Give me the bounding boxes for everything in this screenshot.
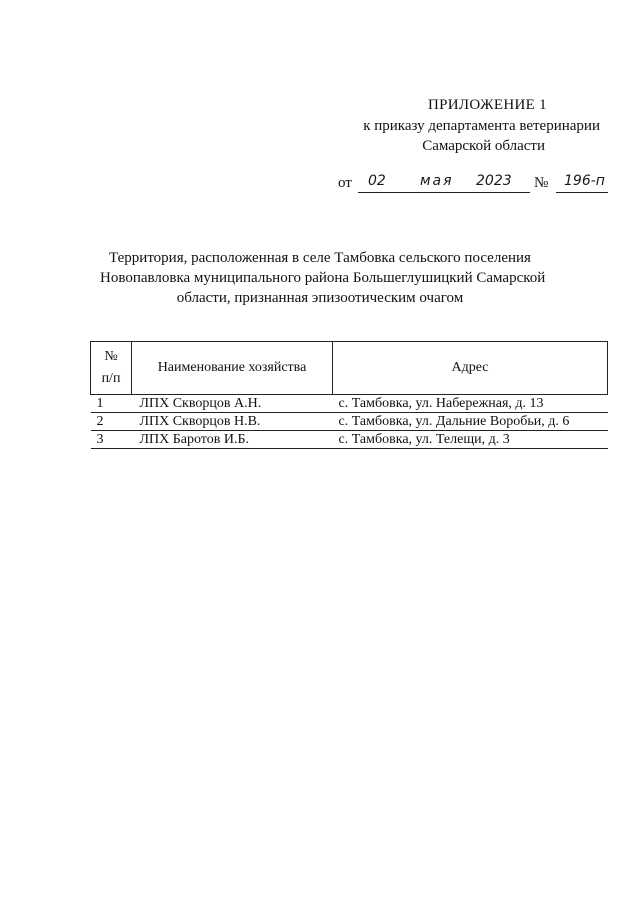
row-number: 3 bbox=[91, 431, 132, 449]
table-row bbox=[91, 413, 608, 431]
row-farm-name: ЛПХ Баротов И.Б. bbox=[132, 431, 333, 449]
order-date-month: мая bbox=[420, 173, 454, 189]
appendix-region-line: Самарской области bbox=[422, 138, 545, 154]
document-title-line: области, признанная эпизоотическим очагом bbox=[176, 290, 464, 306]
table-header-row bbox=[91, 342, 608, 395]
appendix-reference-line: к приказу департамента ветеринарии bbox=[363, 118, 600, 134]
header-number bbox=[91, 342, 132, 395]
appendix-title: ПРИЛОЖЕНИЕ 1 bbox=[428, 97, 547, 113]
order-date-field bbox=[358, 172, 530, 193]
table-row bbox=[91, 431, 608, 449]
row-address: с. Тамбовка, ул. Набережная, д. 13 bbox=[333, 395, 608, 413]
order-date-number-row bbox=[338, 172, 608, 194]
row-farm-name: ЛПХ Скворцов Н.В. bbox=[132, 413, 333, 431]
order-number-value: 196-п bbox=[564, 173, 605, 189]
document-title-line: Территория, расположенная в селе Тамбовка сельского поселения bbox=[109, 250, 531, 266]
row-number: 2 bbox=[91, 413, 132, 431]
document-title-line: Новопавловка муниципального района Большеглушицкий Самарской bbox=[100, 270, 546, 286]
order-number-label: № bbox=[534, 175, 549, 191]
order-number-field bbox=[556, 172, 608, 193]
header-number-sign: № bbox=[104, 349, 118, 364]
header-address: Адрес bbox=[333, 342, 608, 395]
farms-table bbox=[90, 341, 608, 449]
order-date-day: 02 bbox=[368, 173, 386, 189]
row-farm-name: ЛПХ Скворцов А.Н. bbox=[132, 395, 333, 413]
row-number: 1 bbox=[91, 395, 132, 413]
order-from-label: от bbox=[338, 175, 352, 191]
row-address: с. Тамбовка, ул. Дальние Воробьи, д. 6 bbox=[333, 413, 608, 431]
order-date-year: 2023 bbox=[476, 173, 512, 189]
table-row bbox=[91, 395, 608, 413]
document-title bbox=[100, 248, 546, 308]
header-farm-name: Наименование хозяйства bbox=[132, 342, 333, 395]
row-address: с. Тамбовка, ул. Телещи, д. 3 bbox=[333, 431, 608, 449]
header-number-pp: п/п bbox=[101, 371, 121, 386]
